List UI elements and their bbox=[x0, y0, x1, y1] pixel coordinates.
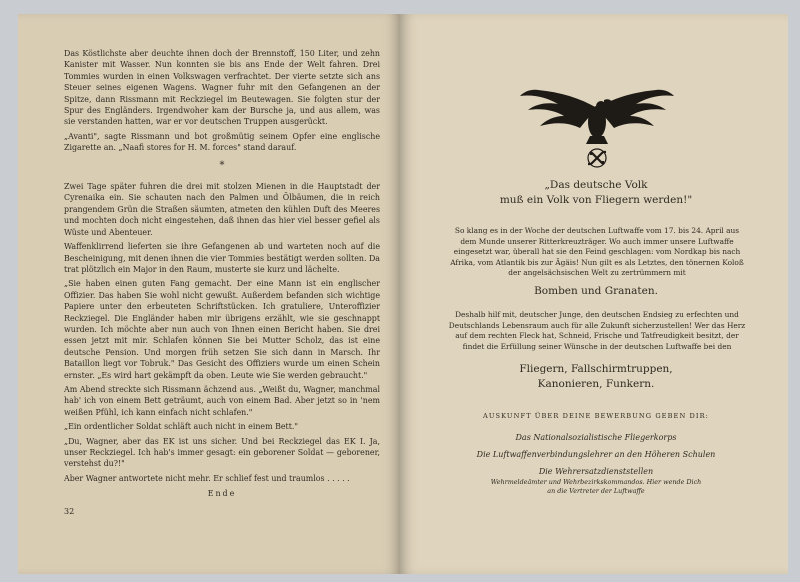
footnote-line: an die Vertreter der Luftwaffe bbox=[547, 487, 645, 495]
info-item: Die Wehrersatzdienststellen bbox=[538, 467, 654, 476]
paragraph: Aber Wagner antwortete nicht mehr. Er schlief fest und traumlos . . . . . bbox=[64, 473, 350, 483]
paragraph: „Avanti", sagte Rissmann und bot großmütig seinem Opfer eine englische Zigarette an. „Naafi stores for H. M. forces" stand darauf. bbox=[64, 131, 380, 153]
highlight-line: Kanonieren, Funkern. bbox=[537, 378, 655, 390]
footnote-line: Wehrmeldeämter und Wehrbezirkskommandos. Hier wende Dich bbox=[490, 478, 702, 486]
paragraph: „Ein ordentlicher Soldat schläft auch nicht in einem Bett." bbox=[64, 422, 299, 432]
paragraph: Das Köstlichste aber deuchte ihnen doch der Brennstoff, 150 Liter, und zehn Kanister mit Wasser. Nun konnten sie bis ans Ende der Welt fahren. Drei Tommies wurden in einen Volkswagen verfrachtet. Der vierte setzte sich ans Steuer seines eigenen Wagens. Wagner fuhr mit den Gefangenen an der Spitze, dann Rissmann mit Reckziegel im Beutewagen. Sie folgten stur der Spur des Engländers. Irgendwoher kam der Bursche ja, und aus allem, was sie verstanden hatten, war er vor deutschen Truppen ausgerückt. bbox=[64, 49, 380, 127]
info-heading: AUSKUNFT ÜBER DEINE BEWERBUNG GEBEN DIR: bbox=[482, 412, 709, 420]
paragraph: Waffenklirrend lieferten sie ihre Gefangenen ab und warteten noch auf die Bescheinigung, mit denen ihnen die vier Tommies bestätigt werden sollten. Da trat plötzlich ein Major in den Raum, musterte sie kurz und lächelte. bbox=[64, 242, 380, 274]
paragraph: Zwei Tage später fuhren die drei mit stolzen Mienen in die Hauptstadt der Cyrenaika ein. Sie schauten nach den Palmen und Ölbäumen, die in reich prangendem Grün die Straßen säumten, atmeten den kühlen Duft des Meeres und mochten doch nicht eingestehen, daß ihnen das hier viel besser gefiel als Wüste und Abenteuer. bbox=[64, 182, 380, 237]
info-item: Die Luftwaffenverbindungslehrer an den Höheren Schulen bbox=[476, 450, 716, 459]
end-marker: Ende bbox=[207, 489, 237, 499]
slogan-line: muß ein Volk von Fliegern werden!" bbox=[499, 194, 693, 206]
right-page bbox=[400, 14, 788, 574]
highlight-branches bbox=[430, 362, 762, 392]
left-page bbox=[18, 14, 400, 574]
paragraph: „Du, Wagner, aber das EK ist uns sicher. Und bei Reckziegel das EK I. Ja, unser Reckziegel. Ich hab's immer gesagt: ein geborener Soldat — geborener, verstehst du?!" bbox=[64, 436, 380, 469]
intro-paragraph: So klang es in der Woche der deutschen Luftwaffe vom 17. bis 24. April aus dem Munde unserer Ritterkreuzträger. Wo auch immer unsere Luftwaffe eingesetzt war, überall hat sie den Feind geschlagen: vom Nordkap bis nach Afrika, vom Atlantik bis zur Ägäis! Nun gilt es als Letztes, den tönernen Koloß der angelsächsischen Welt zu zertrümmern mit bbox=[450, 226, 744, 278]
highlight-line: Fliegern, Fallschirmtruppen, bbox=[519, 363, 673, 375]
highlight-bombs: Bomben und Granaten. bbox=[534, 285, 658, 297]
slogan bbox=[430, 178, 762, 208]
eagle-icon bbox=[520, 70, 674, 170]
paragraph: Am Abend streckte sich Rissmann ächzend aus. „Weißt du, Wagner, manchmal hab' ich von einem Bett geträumt, auch von einem Bad. Aber jetzt so in 'nem weißen Pfühl, ich kann einfach nicht schlafen." bbox=[64, 384, 380, 417]
open-booklet bbox=[18, 14, 788, 576]
appeal-paragraph: Deshalb hilf mit, deutscher Junge, den deutschen Endsieg zu erfechten und Deutschlands Lebensraum auch für alle Zukunft sicherzustellen! Wer das Herz auf dem rechten Fleck hat, Schneid, Frische und Tatfreudigkeit besitzt, der findet die Erfüllung seiner Wünsche in der deutschen Luftwaffe bei den bbox=[448, 310, 746, 351]
info-item: Das Nationalsozialistische Fliegerkorps bbox=[515, 433, 677, 442]
page-number: 32 bbox=[64, 507, 75, 516]
footnote bbox=[430, 478, 762, 496]
slogan-line: „Das deutsche Volk bbox=[544, 179, 648, 191]
paragraph: „Sie haben einen guten Fang gemacht. Der eine Mann ist ein englischer Offizier. Das haben Sie wohl nicht gewußt. Außerdem befanden sich wichtige Papiere unter den erbeuteten Schriftstücken. Ich gratuliere, Unteroffizier Reckziegel. Die Engländer haben mir übrigens erzählt, wie sie geschnappt wurden. Ich möchte aber nun auch von Ihnen einen Bericht haben. Sie drei essen jetzt mit mir. Schlafen können Sie bei Mutter Scholz, das ist eine deutsche Pension. Und morgen früh setzen Sie sich dann in Marsch. Ihr Bataillon liegt vor Tobruk." Das Gesicht des Offiziers wurde um einen Schein ernster. „Es wird hart gekämpft da oben. Leute wie Sie werden gebraucht." bbox=[64, 279, 380, 380]
section-separator: * bbox=[219, 159, 225, 171]
